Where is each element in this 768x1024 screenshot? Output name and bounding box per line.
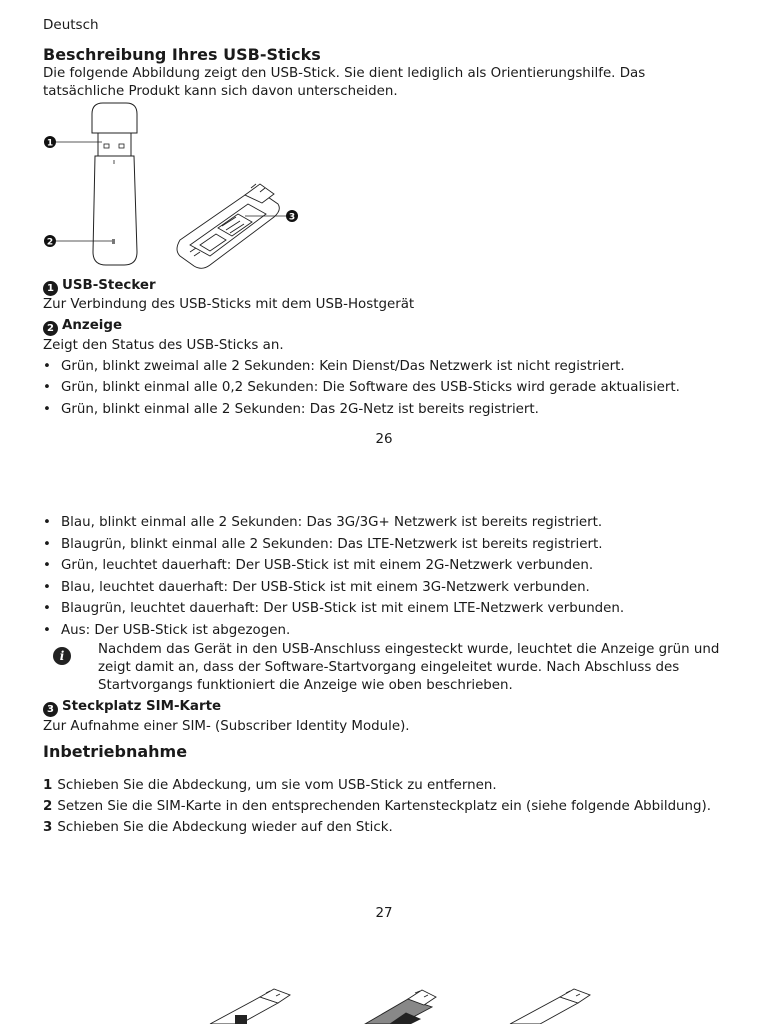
note-line-2: zeigt damit an, dass der Software-Startvorgang eingeleitet wurde. Nach Abschluss des [98,660,680,675]
step-1: 1 Schieben Sie die Abdeckung, um sie vom USB-Stick zu entfernen. [43,778,497,793]
step-2: 2 Setzen Sie die SIM-Karte in den entsprechenden Kartensteckplatz ein (siehe folgende Abbildung). [43,799,712,814]
part-2-heading [43,318,122,336]
language-label: Deutsch [43,17,99,33]
list-item: • Blaugrün, leuchtet dauerhaft: Der USB-Stick ist mit einem LTE-Netzwerk verbunden. [43,601,625,616]
part-1-number: 1 [43,281,58,296]
note-line-1: Nachdem das Gerät in den USB-Anschluss eingesteckt wurde, leuchtet die Anzeige grün und [98,642,720,657]
part-1-description: Zur Verbindung des USB-Sticks mit dem USB-Hostgerät [43,297,415,312]
usb-stick-figure [40,100,310,280]
list-item: • Blau, leuchtet dauerhaft: Der USB-Stick ist mit einem 3G-Netzwerk verbunden. [43,580,590,595]
page-title: Beschreibung Ihres USB-Sticks [43,45,321,64]
callout-1-label: 1 [46,138,54,149]
list-item: • Grün, blinkt einmal alle 0,2 Sekunden: Die Software des USB-Sticks wird gerade aktualisiert. [43,380,680,395]
part-3-number: 3 [43,702,58,717]
list-item: • Grün, blinkt zweimal alle 2 Sekunden: Kein Dienst/Das Netzwerk ist nicht registriert. [43,359,625,374]
list-item: • Grün, blinkt einmal alle 2 Sekunden: Das 2G-Netz ist bereits registriert. [43,402,539,417]
list-item: • Grün, leuchtet dauerhaft: Der USB-Stick ist mit einem 2G-Netzwerk verbunden. [43,558,594,573]
part-3-description: Zur Aufnahme einer SIM- (Subscriber Identity Module). [43,719,410,734]
part-2-title: Anzeige [62,318,123,333]
info-icon: i [53,647,71,665]
part-1-title: USB-Stecker [62,278,156,293]
section-title: Inbetriebnahme [43,742,188,761]
part-2-number: 2 [43,321,58,336]
list-item: • Blaugrün, blinkt einmal alle 2 Sekunden: Das LTE-Netzwerk ist bereits registriert. [43,537,603,552]
part-1-heading [43,278,156,296]
part-2-description: Zeigt den Status des USB-Sticks an. [43,338,284,353]
sim-insert-figures [200,985,600,1024]
callout-3-label: 3 [288,212,296,223]
step-3: 3 Schieben Sie die Abdeckung wieder auf den Stick. [43,820,393,835]
list-item: • Aus: Der USB-Stick ist abgezogen. [43,623,291,638]
intro-line-2: tatsächliche Produkt kann sich davon unterscheiden. [43,84,398,99]
part-3-heading [43,699,221,717]
page-number: 26 [375,432,393,447]
page-number: 27 [375,906,393,921]
callout-2-label: 2 [46,237,54,248]
intro-line-1: Die folgende Abbildung zeigt den USB-Stick. Sie dient lediglich als Orientierungshilfe. Das [43,66,646,81]
part-3-title: Steckplatz SIM-Karte [62,699,222,714]
list-item: • Blau, blinkt einmal alle 2 Sekunden: Das 3G/3G+ Netzwerk ist bereits registriert. [43,515,603,530]
note-line-3: Startvorgangs funktioniert die Anzeige wie oben beschrieben. [98,678,513,693]
